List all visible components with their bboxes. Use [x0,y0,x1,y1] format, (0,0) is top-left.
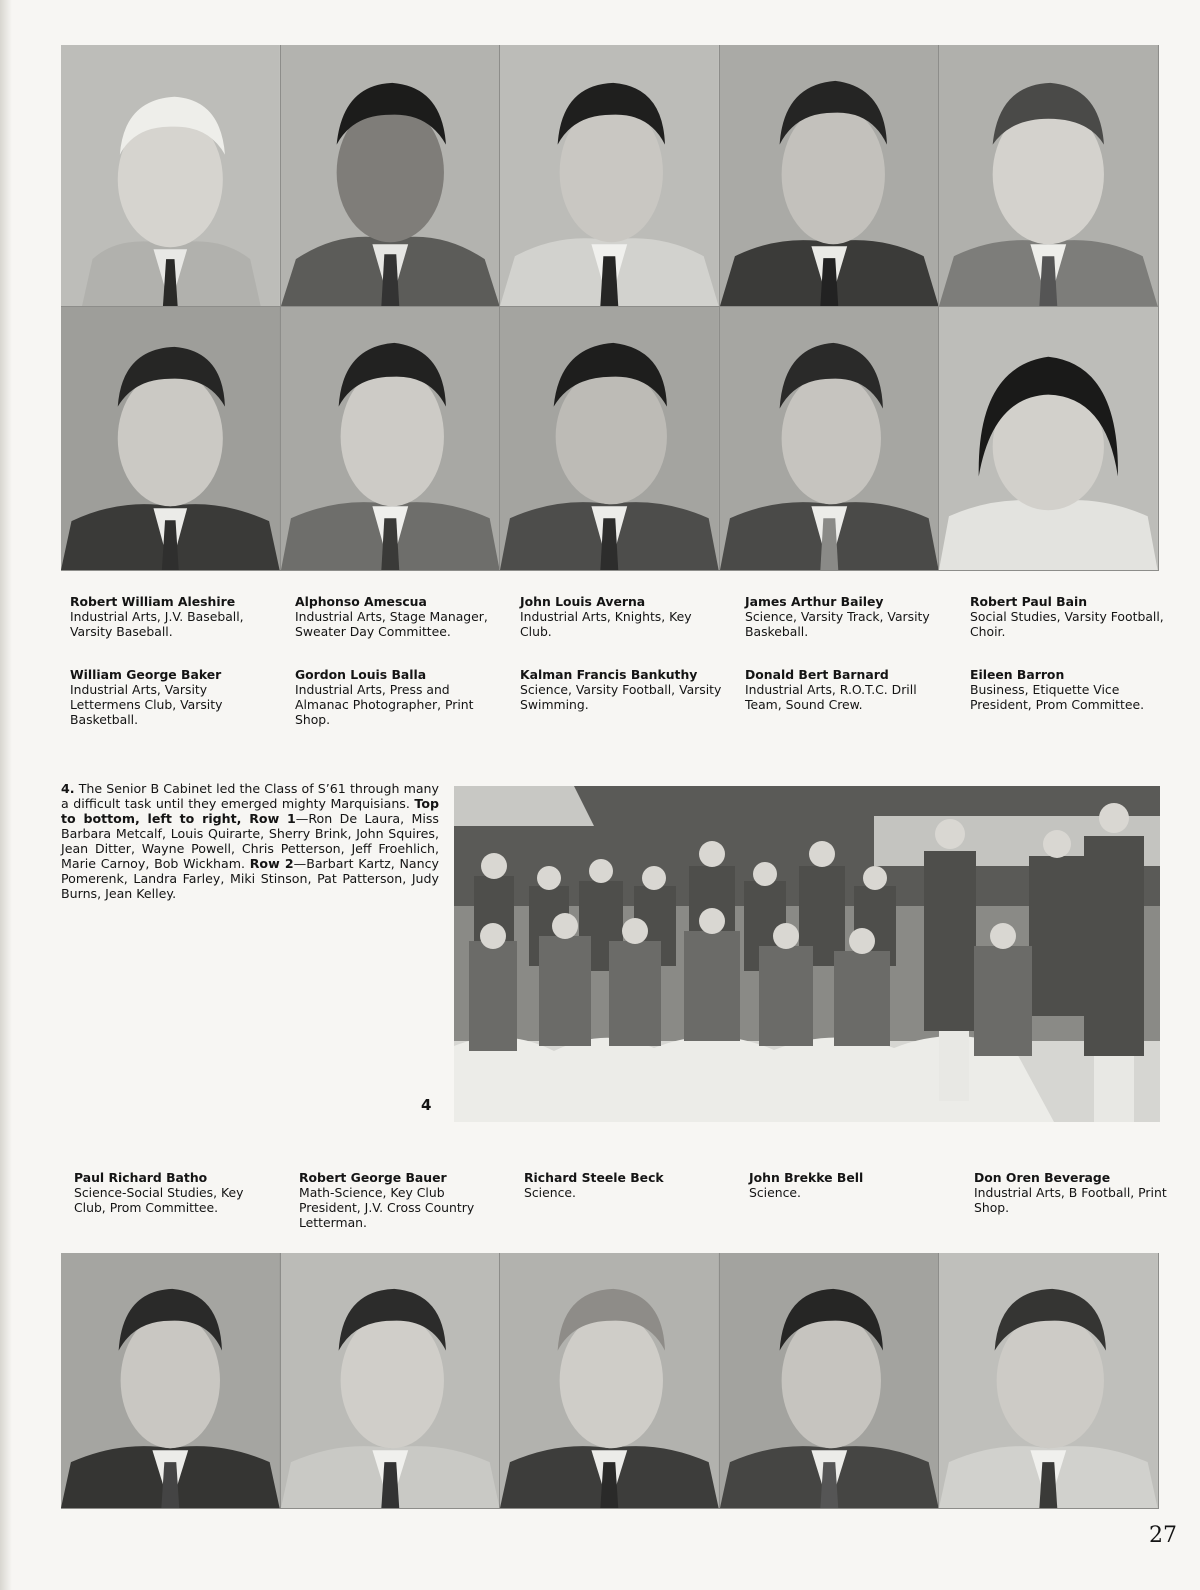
student-name: Robert William Aleshire [70,594,236,609]
student-activities: Science, Varsity Football, Varsity Swimming. [520,682,722,712]
student-caption [295,667,520,727]
student-activities: Industrial Arts, Press and Almanac Photographer, Print Shop. [295,682,474,727]
student-activities: Social Studies, Varsity Football, Choir. [970,609,1164,639]
student-name: John Louis Averna [520,594,646,609]
caption-number: 4. [61,781,75,796]
student-caption [70,667,295,727]
student-caption [745,667,970,727]
student-name: James Arthur Bailey [745,594,884,609]
student-name: Don Oren Beverage [974,1170,1111,1185]
student-name: Alphonso Amescua [295,594,427,609]
student-activities: Math-Science, Key Club President, J.V. Cross Country Letterman. [299,1185,475,1230]
portrait-photo [281,307,501,571]
student-caption [745,594,970,639]
portrait-photo [939,307,1159,571]
portrait-photo [720,45,940,307]
caption-row2-names: —Barbart Kartz, Nancy Pomerenk, Landra Farley, Miki Stinson, Pat Patterson, Judy Burns, Jean Kelley. [61,856,439,901]
photo-number: 4 [421,1096,432,1114]
portrait-grid-bottom [61,1253,1159,1509]
portrait-photo [61,307,281,571]
student-activities: Industrial Arts, J.V. Baseball, Varsity Baseball. [70,609,244,639]
student-name: Robert Paul Bain [970,594,1088,609]
portrait-photo [720,307,940,571]
student-name: Paul Richard Batho [74,1170,208,1185]
student-name: Kalman Francis Bankuthy [520,667,698,682]
caption-row-1 [70,594,1170,639]
portrait-photo [939,45,1159,307]
portrait-photo [500,1253,720,1509]
student-caption [74,1170,299,1230]
portrait-photo [281,45,501,307]
caption-intro: The Senior B Cabinet led the Class of S’61 through many a difficult task until they emerged mighty Marquisians. [61,781,439,811]
student-activities: Industrial Arts, Varsity Lettermens Club, Varsity Basketball. [70,682,223,727]
page-edge [0,0,12,1590]
portrait-grid-top [61,45,1159,571]
group-photo-caption [61,781,439,901]
caption-row-2 [70,667,1170,727]
student-activities: Science. [749,1185,801,1200]
portrait-photo [281,1253,501,1509]
student-activities: Industrial Arts, Stage Manager, Sweater Day Committee. [295,609,488,639]
student-name: Donald Bert Barnard [745,667,889,682]
caption-row2-label: Row 2 [249,856,294,871]
student-caption [749,1170,974,1230]
portrait-photo [500,307,720,571]
portrait-photo [61,1253,281,1509]
student-activities: Industrial Arts, Knights, Key Club. [520,609,692,639]
student-caption [974,1170,1199,1230]
student-name: Gordon Louis Balla [295,667,427,682]
student-caption [70,594,295,639]
caption-row1-names: —Ron De Laura, Miss Barbara Metcalf, Louis Quirarte, Sherry Brink, John Squires, Jean Ditter, Wayne Powell, Chris Petterson, Jeff Froehlich, Marie Carnoy, Bob Wickham. [61,811,439,871]
student-name: Richard Steele Beck [524,1170,664,1185]
student-caption [970,594,1195,639]
caption-order-label: Top to bottom, left to right, Row 1 [61,796,439,826]
student-name: Eileen Barron [970,667,1065,682]
caption-row-3 [74,1170,1174,1230]
student-caption [520,667,745,727]
student-caption [524,1170,749,1230]
portrait-photo [500,45,720,307]
student-activities: Science. [524,1185,576,1200]
student-caption [520,594,745,639]
student-caption [970,667,1195,727]
student-activities: Industrial Arts, B Football, Print Shop. [974,1185,1167,1215]
student-caption [295,594,520,639]
group-photo [454,786,1160,1122]
portrait-photo [939,1253,1159,1509]
page-number: 27 [1149,1523,1177,1548]
portrait-photo [61,45,281,307]
student-name: Robert George Bauer [299,1170,447,1185]
portrait-photo [720,1253,940,1509]
student-caption [299,1170,524,1230]
student-activities: Science, Varsity Track, Varsity Baskeball. [745,609,930,639]
student-activities: Business, Etiquette Vice President, Prom Committee. [970,682,1145,712]
student-activities: Industrial Arts, R.O.T.C. Drill Team, Sound Crew. [745,682,917,712]
student-name: John Brekke Bell [749,1170,864,1185]
student-activities: Science-Social Studies, Key Club, Prom Committee. [74,1185,244,1215]
student-name: William George Baker [70,667,222,682]
